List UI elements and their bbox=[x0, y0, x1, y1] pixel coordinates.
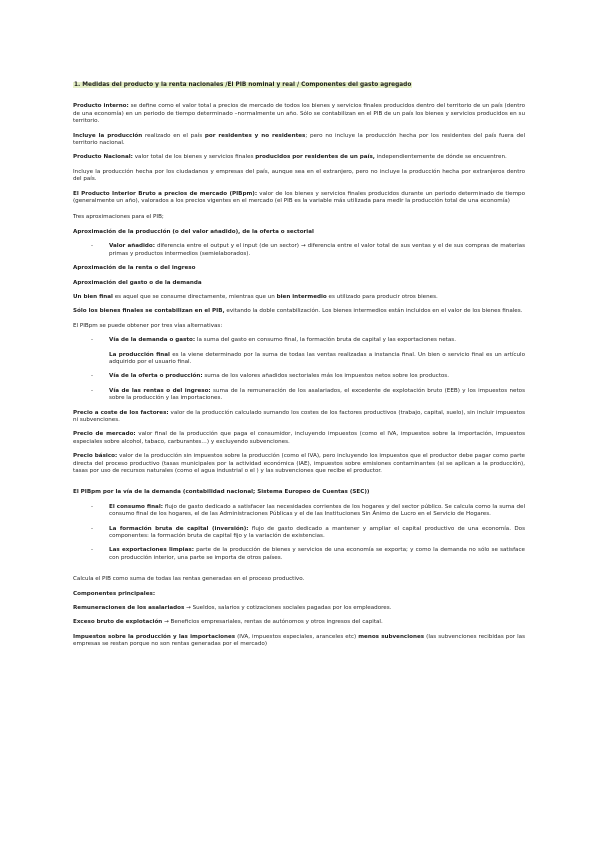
paragraph-tres-vias: El PIBpm se puede obtener por tres vías alternativas: bbox=[73, 322, 223, 329]
list-vias bbox=[73, 337, 525, 402]
paragraph-bienes-finales: Sólo los bienes finales se contabilizan en el PIB, evitando la doble contabilización. Los bienes intermedios están incluidos en el valor de los bienes finales. bbox=[73, 308, 523, 315]
list-componentes-demanda bbox=[73, 504, 525, 562]
paragraph-tres-aproximaciones: Tres aproximaciones para el PIB; bbox=[73, 214, 164, 221]
list-item: - Las exportaciones limpias: parte de la producción de bienes y servicios de una economía se exporta; y como la demanda no sólo se satisface con producción interior, una parte se importa de otros países. bbox=[91, 547, 525, 561]
paragraph-coste-factores: Precio a coste de los factores: valor de la producción calculado sumando los costes de los factores productivos (trabajo, capital, suelo), sin incluir impuestos ni subvenciones. bbox=[73, 409, 525, 423]
document-body bbox=[73, 82, 525, 649]
list-item: - La formación bruta de capital (inversión): flujo de gasto dedicado a mantener y ampliar el capital productivo de una economía. Dos componentes: la formación bruta de capital fijo y la variación de existencias. bbox=[91, 525, 525, 540]
paragraph-excedente: Exceso bruto de explotación → Beneficios empresariales, rentas de autónomos y otros ingresos del capital. bbox=[73, 619, 383, 626]
paragraph-bien-final: Un bien final es aquel que se consume directamente, mientras que un bien intermedio es utilizado para producir otros bienes. bbox=[73, 293, 438, 300]
paragraph-precio-mercado: Precio de mercado: valor final de la producción que paga el consumidor, incluyendo impuestos (como el IVA, impuestos sobre la importación, impuestos especiales sobre alcohol, tabaco, carburantes…) y excluyendo subvenciones. bbox=[73, 431, 525, 445]
paragraph-producto-interno: Producto interno: se define como el valor total a precios de mercado de todos los bienes y servicios finales producidos dentro del territorio de un país (dentro de una economía) en un periodo de tiempo determinado –normalmente un año. Sólo se contabilizan en el PIB de un país los bienes y servicios producidos en su territorio. bbox=[73, 103, 526, 125]
paragraph-pib-pm: El Producto Interior Bruto a precios de mercado (PIBpm): valor de los bienes y servicios finales producidos durante un periodo determinado de tiempo (generalmente un año), valorados a los precios vigentes en el mercado (el PIB es la variable más utilizada para medir la producción total de una economía) bbox=[73, 190, 525, 205]
list-valor-anadido bbox=[73, 243, 525, 258]
section-heading bbox=[73, 82, 525, 89]
paragraph-calcula-pib: Calcula el PIB como suma de todas las rentas generadas en el proceso productivo. bbox=[73, 576, 305, 583]
paragraph-aprox-gasto: Aproximación del gasto o de la demanda bbox=[73, 279, 202, 286]
list-item: - Vía de la oferta o producción: suma de los valores añadidos sectoriales más los impuestos netos sobre los productos. bbox=[91, 373, 450, 380]
section-heading-text: 1. Medidas del producto y la renta nacionales /El PIB nominal y real / Componentes del gasto agregado bbox=[74, 82, 412, 88]
list-item: - Vía de las rentas o del ingreso: suma de la remuneración de los asalariados, el excedente de explotación bruto (EEB) y los impuestos netos sobre la producción y las importaciones. bbox=[91, 387, 525, 402]
paragraph-impuestos: Impuestos sobre la producción y las importaciones (IVA, impuestos especiales, aranceles etc) menos subvenciones (las subvenciones recibidas por las empresas se restan porque no son rentas generadas por el mercado) bbox=[73, 633, 525, 648]
paragraph-aprox-renta: Aproximación de la renta o del ingreso bbox=[73, 265, 196, 272]
list-item: - Valor añadido: diferencia entre el output y el input (de un sector) → diferencia entre el valor total de sus ventas y el de sus compras de materias primas y productos intermedios (semielaborados). bbox=[91, 243, 525, 257]
paragraph-producto-nacional: Producto Nacional: valor total de los bienes y servicios finales producidos por residentes de un país, independientemente de dónde se encuentren. bbox=[73, 154, 507, 161]
paragraph-remuneraciones: Remuneraciones de los asalariados → Sueldos, salarios y cotizaciones sociales pagadas por los empleadores. bbox=[73, 605, 392, 612]
paragraph-aprox-produccion: Aproximación de la producción (o del valor añadido), de la oferta o sectorial bbox=[73, 228, 314, 235]
list-item: - Vía de la demanda o gasto: la suma del gasto en consumo final, la formación bruta de capital y las exportaciones netas. bbox=[91, 337, 456, 344]
paragraph-incluye-produccion: Incluye la producción realizado en el país por residentes y no residentes; pero no incluye la producción hecha por los residentes del país fuera del territorio nacional. bbox=[73, 132, 526, 147]
paragraph-incluye-ciudadanos: Incluye la producción hecha por los ciudadanos y empresas del país, aunque sea en el extranjero, pero no incluye la producción hecha por extranjeros dentro del país. bbox=[73, 168, 525, 183]
list-item: - El consumo final: flujo de gasto dedicado a satisfacer las necesidades corrientes de los hogares y del sector público. Se calcula como la suma del consumo final de los hogares, el de las Administraciones Públicas y el de las Instituciones Sin Ánimo de Lucro en el Servicio de Hogares. bbox=[91, 503, 525, 518]
list-item-sub: La producción final es la viene determinado por la suma de todas las ventas realizadas a instancia final. Un bien o servicio final es un artículo adquirido por el usuario final. bbox=[109, 351, 525, 365]
paragraph-precio-basico: Precio básico: valor de la producción sin impuestos sobre la producción (como el IVA), pero incluyendo los impuestos que el productor debe pagar como parte directa del proceso productivo (tasas municipales por la actividad económica (IAE), impuestos sobre emisiones contaminantes (si se aplican a la producción), tasas por uso de recursos naturales (como el agua industrial o el ) y las subvenciones que recibe el productor. bbox=[73, 453, 525, 474]
paragraph-pib-demanda: El PIBpm por la vía de la demanda (contabilidad nacional; Sistema Europeo de Cuentas (SEC)) bbox=[73, 489, 370, 496]
paragraph-componentes-principales: Componentes principales: bbox=[73, 590, 156, 597]
